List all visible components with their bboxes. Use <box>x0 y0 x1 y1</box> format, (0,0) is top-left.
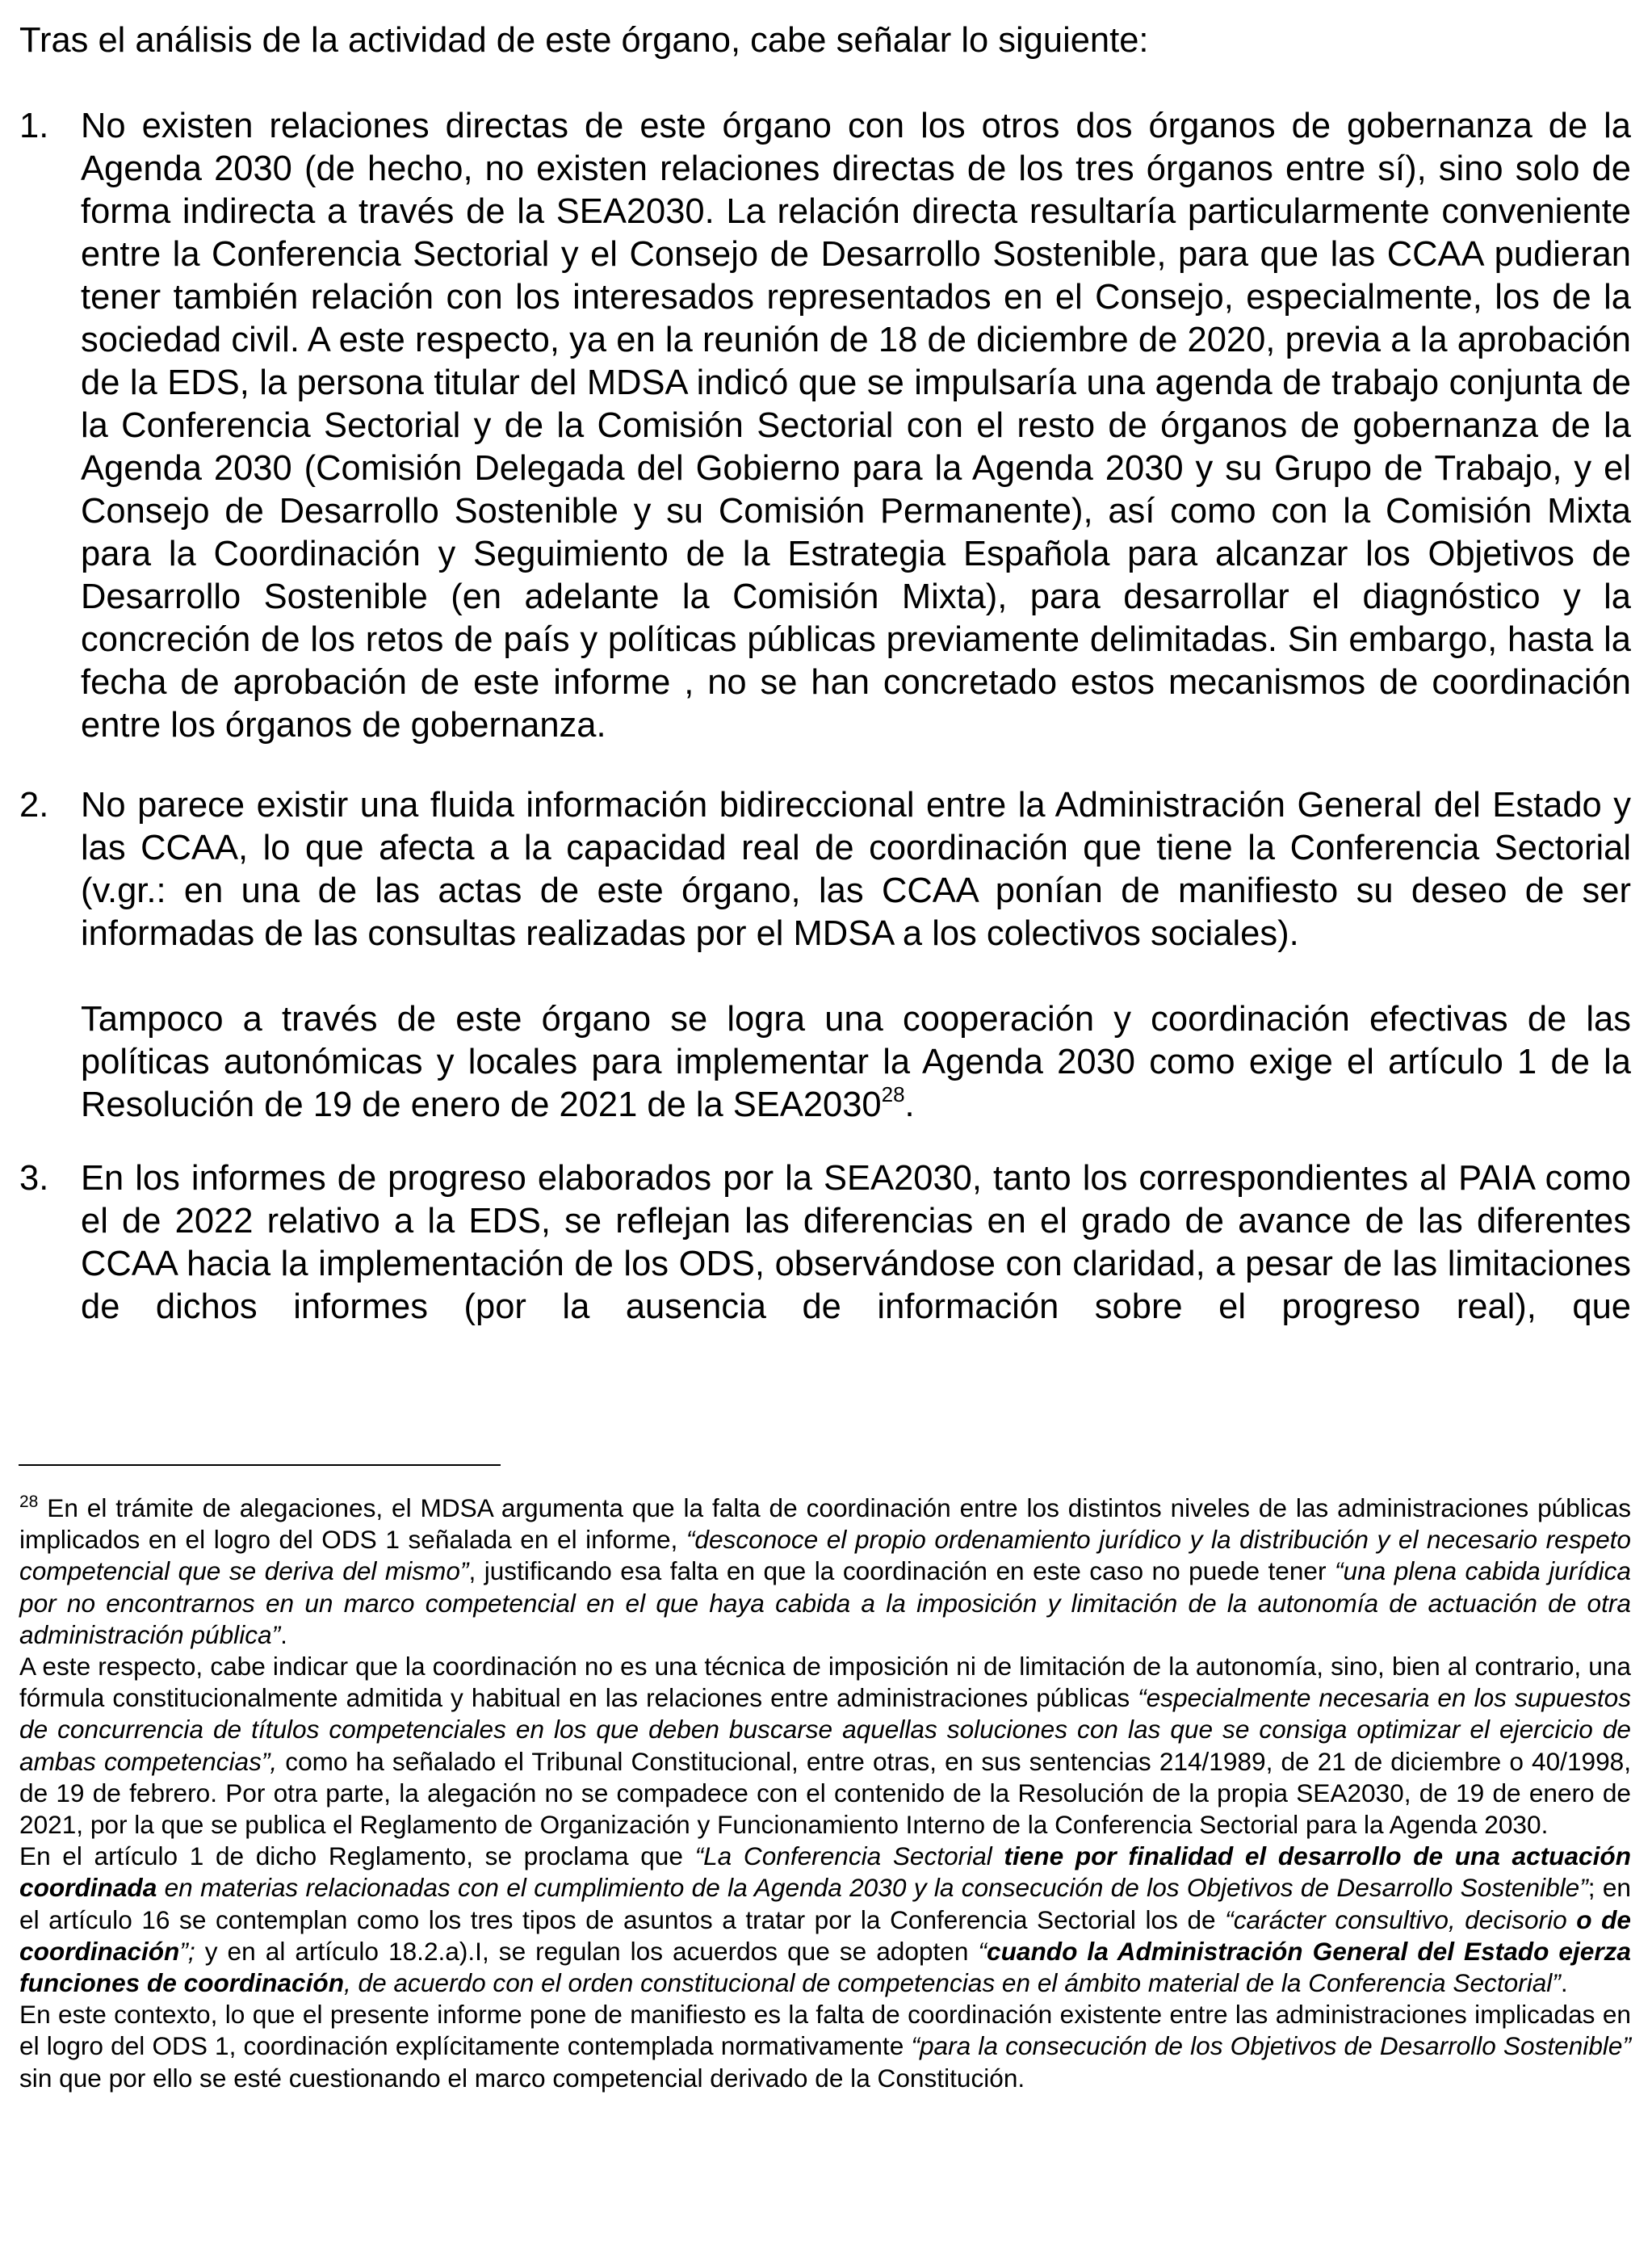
footnote-mark: 28 <box>19 1493 39 1511</box>
footnote-text: sin que por ello se esté cuestionando el marco competencial derivado de la Constitución. <box>19 2063 1025 2093</box>
list-item-number: 1. <box>19 107 49 145</box>
list-item-paragraph: No existen relaciones directas de este órgano con los otros dos órganos de gobernanza de la Agenda 2030 (de hecho, no existen relaciones directas de los tres órganos entre sí), sino solo de forma indirecta a través de la SEA2030. La relación directa resultaría particularmente conveniente entre la Conferencia Sectorial y el Consejo de Desarrollo Sostenible, para que las CCAA pudieran tener también relación con los interesados representados en el Consejo, especialmente, los de la sociedad civil. A este respecto, ya en la reunión de 18 de diciembre de 2020, previa a la aprobación de la EDS, la persona titular del MDSA indicó que se impulsaría una agenda de trabajo conjunta de la Conferencia Sectorial y de la Comisión Sectorial con el resto de órganos de gobernanza de la Agenda 2030 (Comisión Delegada del Gobierno para la Agenda 2030 y su Grupo de Trabajo, y el Consejo de Desarrollo Sostenible y su Comisión Permanente), así como con la Comisión Mixta para la Coordinación y Seguimiento de la Estrategia Española para alcanzar los Objetivos de Desarrollo Sostenible (en adelante la Comisión Mixta), para desarrollar el diagnóstico y la concreción de los retos de país y políticas públicas previamente delimitadas. Sin embargo, hasta la fecha de aprobación de este informe , no se han concretado estos mecanismos de coordinación entre los órganos de gobernanza. <box>81 107 1631 745</box>
footnote-quote: en materias relacionadas con el cumplimiento de la Agenda 2030 y la consecución de los Objetivos de Desarrollo Sostenible” <box>157 1873 1588 1903</box>
footnote-emphasis: tiene por finalidad el desarrollo de una actuación coordinada <box>19 1841 1631 1903</box>
footnote-quote: “carácter consultivo, decisorio <box>1225 1904 1577 1934</box>
footnote-quote: ”; <box>179 1936 195 1966</box>
list-item-paragraph: No parece existir una fluida información bidireccional entre la Administración General del Estado y las CCAA, lo que afecta a la capacidad real de coordinación que tiene la Conferencia Sectorial (v.gr.: en una de las actas de este órgano, las CCAA ponían de manifiesto su deseo de ser informadas de las consultas realizadas por el MDSA a los colectivos sociales). <box>81 786 1631 953</box>
footnote-text: y en al artículo 18.2.a).I, se regulan los acuerdos que se adopten <box>195 1936 979 1966</box>
list-item-3 <box>19 1157 1631 1329</box>
footnote-text: En este contexto, lo que el presente informe pone de manifiesto es la falta de coordinación existente entre las administraciones implicadas en el logro del ODS 1, coordinación explícitamente contemplada normativamente <box>19 2000 1631 2061</box>
footnote-28 <box>19 1493 1631 2094</box>
intro-paragraph: Tras el análisis de la actividad de este órgano, cabe señalar lo siguiente: <box>19 21 1149 60</box>
list-item-paragraph: En los informes de progreso elaborados por la SEA2030, tanto los correspondientes al PAIA como el de 2022 relativo a la EDS, se reflejan las diferencias en el grado de avance de las diferentes CCAA hacia la implementación de los ODS, observándose con claridad, a pesar de las limitaciones de dichos informes (por la ausencia de información sobre el progreso real), que <box>81 1159 1631 1326</box>
footnote-text: como ha señalado el Tribunal Constitucional, entre otras, en sus sentencias 214/1989, de 21 de diciembre o 40/1998, de 19 de febrero. Por otra parte, la alegación no se compadece con el contenido de la Resolución de la propia SEA2030, de 19 de enero de 2021, por la que se publica el Reglamento de Organización y Funcionamiento Interno de la Conferencia Sectorial para la Agenda 2030. <box>19 1746 1632 1840</box>
paragraph-end: . <box>904 1085 915 1124</box>
footnote-reference-link[interactable]: 28 <box>881 1082 905 1106</box>
footnote-quote: “La Conferencia Sectorial <box>694 1841 1004 1871</box>
footnote-quote: “ <box>978 1936 987 1966</box>
footnote-text: En el trámite de alegaciones, el MDSA argumenta que la falta de coordinación entre los distintos niveles de las administraciones públicas implicados en el logro del ODS 1 señalada en el informe, <box>19 1493 1631 1555</box>
footnote-quote: “desconoce el propio ordenamiento jurídico y la distribución y el necesario respeto competencial que se deriva del mismo” <box>19 1525 1631 1586</box>
footnote-emphasis: cuando la Administración General del Estado ejerza funciones de coordinación <box>19 1936 1632 1998</box>
footnote-text: , justificando esa falta en que la coordinación en este caso no puede tener <box>468 1556 1335 1586</box>
footnote-text: En el artículo 1 de dicho Reglamento, se proclama que <box>19 1841 695 1871</box>
footnote-separator <box>19 1464 501 1466</box>
list-item-2 <box>19 784 1631 1127</box>
footnote-text: ; en el artículo 16 se contemplan como los tres tipos de asuntos a tratar por la Conferencia Sectorial los de <box>19 1873 1631 1934</box>
list-item-number: 3. <box>19 1159 49 1198</box>
footnote-text: A este respecto, cabe indicar que la coordinación no es una técnica de imposición ni de limitación de la autonomía, sino, bien al contrario, una fórmula constitucionalmente admitida y habitual en las relaciones entre administraciones públicas <box>19 1652 1631 1713</box>
footnote-text: . <box>1560 1968 1568 1998</box>
footnote-paragraph-4 <box>19 1999 1631 2094</box>
footnote-text: . <box>280 1619 287 1649</box>
footnote-quote: “una plena cabida jurídica por no encontrarnos en un marco competencial en el que haya cabida a la imposición y limitación de la autonomía de actuación de otra administración pública” <box>19 1556 1631 1649</box>
footnote-emphasis: o de coordinación <box>19 1904 1631 1966</box>
list-item-body <box>81 105 1631 747</box>
footnote-quote: “para la consecución de los Objetivos de Desarrollo Sostenible” <box>911 2031 1631 2061</box>
paragraph-text: Tampoco a través de este órgano se logra una cooperación y coordinación efectivas de las políticas autonómicas y locales para implementar la Agenda 2030 como exige el artículo 1 de la Resolución de 19 de enero de 2021 de la SEA2030 <box>81 1000 1631 1124</box>
footnote-paragraph-1 <box>19 1493 1631 1651</box>
list-item-body <box>81 784 1631 1127</box>
footnote-paragraph-3 <box>19 1841 1631 1999</box>
list-item-number: 2. <box>19 786 49 825</box>
list-item-1 <box>19 105 1631 747</box>
list-item-body <box>81 1157 1631 1329</box>
footnote-quote: “especialmente necesaria en los supuestos de concurrencia de títulos competenciales en los que deben buscarse aquellas soluciones con las que se consiga optimizar el ejercicio de ambas competencias”, <box>19 1683 1631 1776</box>
footnote-paragraph-2 <box>19 1651 1631 1841</box>
list-item-paragraph <box>81 998 1631 1127</box>
footnote-quote: , de acuerdo con el orden constitucional de competencias en el ámbito material de la Conferencia Sectorial” <box>344 1968 1561 1998</box>
